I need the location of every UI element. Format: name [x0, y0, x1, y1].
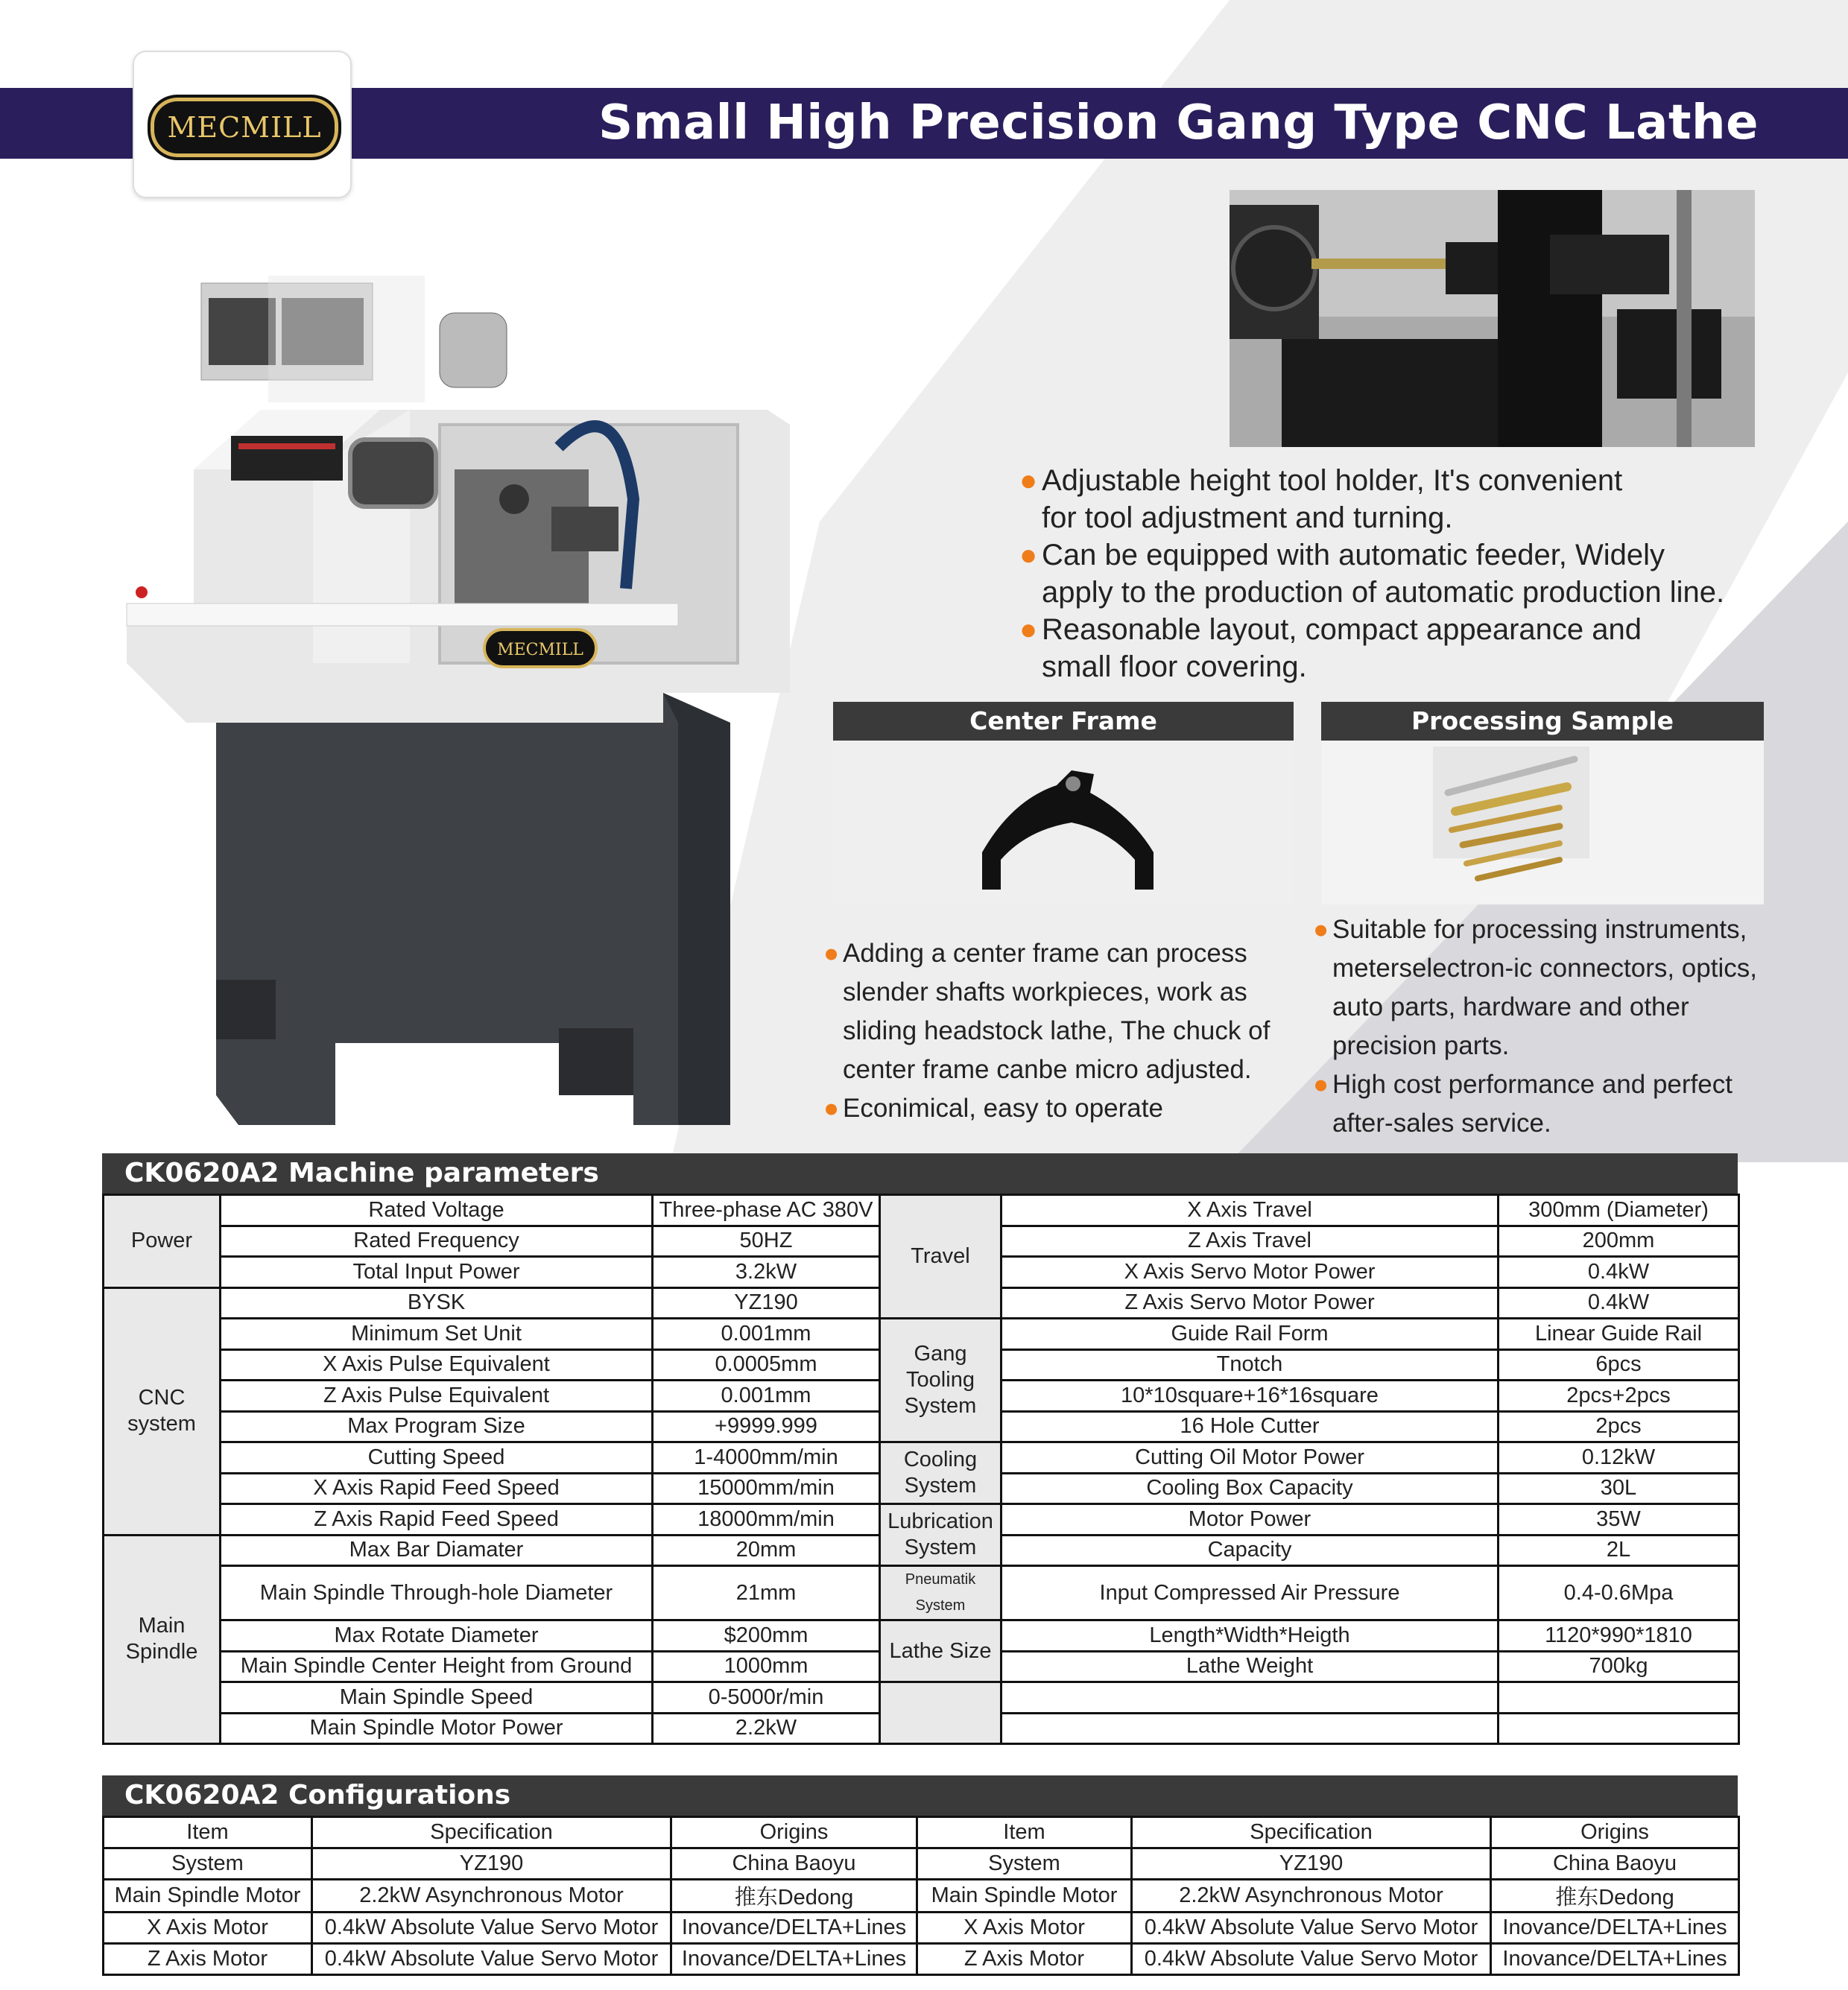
parameter-value: 21mm — [653, 1566, 880, 1620]
parameter-value — [1499, 1682, 1739, 1714]
parameter-name: Max Rotate Diameter — [221, 1620, 653, 1652]
parameter-row — [104, 1682, 1739, 1714]
configuration-cell: Z Axis Motor — [104, 1944, 312, 1975]
parameter-row — [104, 1319, 1739, 1350]
configuration-cell: YZ190 — [1132, 1848, 1491, 1880]
parameter-name: Total Input Power — [221, 1257, 653, 1288]
processing-sample-image — [1321, 741, 1764, 904]
column-header: Origins — [671, 1817, 917, 1848]
column-header: Specification — [312, 1817, 671, 1848]
feature-item: ● Reasonable layout, compact appearance and small floor covering. — [1019, 611, 1809, 685]
center-frame-image — [833, 741, 1294, 904]
configuration-cell: Main Spindle Motor — [104, 1880, 312, 1913]
parameter-name: Main Spindle Through-hole Diameter — [221, 1566, 653, 1620]
parameter-name: Max Program Size — [221, 1411, 653, 1442]
parameter-row — [104, 1566, 1739, 1620]
parameter-value: 0.4kW — [1499, 1287, 1739, 1319]
machine-parameters-section — [102, 1153, 1738, 1745]
parameter-name: Z Axis Servo Motor Power — [1001, 1287, 1499, 1319]
bullet-icon: ● — [1019, 539, 1038, 571]
column-header: Item — [917, 1817, 1132, 1848]
parameter-value: 700kg — [1499, 1651, 1739, 1682]
configuration-header-row — [104, 1817, 1739, 1848]
parameter-value: 0.001mm — [653, 1381, 880, 1412]
processing-sample-bullet: ● High cost performance and perfect after-sales service. — [1313, 1065, 1775, 1143]
configuration-row — [104, 1913, 1739, 1944]
bullet-icon: ● — [1313, 915, 1329, 944]
configuration-row — [104, 1944, 1739, 1975]
parameter-value: 1-4000mm/min — [653, 1442, 880, 1474]
parameter-name: Motor Power — [1001, 1504, 1499, 1536]
configuration-cell: Inovance/DELTA+Lines — [1491, 1913, 1739, 1944]
parameter-row — [104, 1504, 1739, 1536]
configuration-cell: Inovance/DELTA+Lines — [671, 1913, 917, 1944]
center-frame-bullet: ● Econimical, easy to operate — [823, 1089, 1285, 1128]
processing-sample-heading: Processing Sample — [1321, 702, 1764, 741]
mecmill-logo — [148, 95, 341, 160]
bullet-icon: ● — [1019, 613, 1038, 646]
parameter-name: Minimum Set Unit — [221, 1319, 653, 1350]
parameter-name: Main Spindle Center Height from Ground — [221, 1651, 653, 1682]
parameter-value: 3.2kW — [653, 1257, 880, 1288]
cnc-lathe-machine-image — [97, 276, 805, 1132]
configuration-cell: Inovance/DELTA+Lines — [671, 1944, 917, 1975]
parameter-value: YZ190 — [653, 1287, 880, 1319]
center-frame-heading: Center Frame — [833, 702, 1294, 741]
parameter-value: 30L — [1499, 1473, 1739, 1504]
parameter-value: 35W — [1499, 1504, 1739, 1536]
parameter-value: 18000mm/min — [653, 1504, 880, 1536]
parameter-name: Lathe Weight — [1001, 1651, 1499, 1682]
configurations-table — [102, 1816, 1740, 1976]
parameter-value: 0.12kW — [1499, 1442, 1739, 1474]
parameter-value: 0.4-0.6Mpa — [1499, 1566, 1739, 1620]
logo-text: MECMILL — [167, 111, 322, 144]
parameter-value: 6pcs — [1499, 1349, 1739, 1381]
bullet-icon: ● — [1019, 464, 1038, 497]
parameter-row — [104, 1442, 1739, 1474]
configuration-cell: YZ190 — [312, 1848, 671, 1880]
parameter-name: 10*10square+16*16square — [1001, 1381, 1499, 1412]
parameter-name: Z Axis Pulse Equivalent — [221, 1381, 653, 1412]
parameter-value: 0.4kW — [1499, 1257, 1739, 1288]
feature-item: ● Can be equipped with automatic feeder, Widely apply to the production of automatic production line. — [1019, 536, 1809, 611]
logo-card — [133, 51, 352, 198]
configurations-title: CK0620A2 Configurations — [102, 1775, 1738, 1816]
configuration-cell: 0.4kW Absolute Value Servo Motor — [312, 1913, 671, 1944]
parameter-row — [104, 1195, 1739, 1226]
parameter-name: Max Bar Diamater — [221, 1535, 653, 1566]
parameter-name: Tnotch — [1001, 1349, 1499, 1381]
center-frame-part-icon — [833, 741, 1294, 904]
configuration-cell: China Baoyu — [1491, 1848, 1739, 1880]
parameter-group-right: Lubrication System — [880, 1504, 1001, 1566]
parameter-group-right: Travel — [880, 1195, 1001, 1319]
parameter-value: 15000mm/min — [653, 1473, 880, 1504]
parameter-value: 1000mm — [653, 1651, 880, 1682]
brass-parts-icon — [1321, 741, 1764, 904]
configuration-row — [104, 1880, 1739, 1913]
parameter-name — [1001, 1682, 1499, 1714]
parameter-name: Cutting Speed — [221, 1442, 653, 1474]
configuration-cell: 推东Dedong — [671, 1880, 917, 1913]
configuration-cell: Z Axis Motor — [917, 1944, 1132, 1975]
parameter-name: X Axis Servo Motor Power — [1001, 1257, 1499, 1288]
feature-item: ● Adjustable height tool holder, It's convenient for tool adjustment and turning. — [1019, 462, 1809, 536]
parameter-value — [1499, 1713, 1739, 1744]
configuration-cell: Main Spindle Motor — [917, 1880, 1132, 1913]
machine-parameters-table — [102, 1194, 1740, 1745]
parameter-name: Cooling Box Capacity — [1001, 1473, 1499, 1504]
parameter-value: 0-5000r/min — [653, 1682, 880, 1714]
configuration-cell: X Axis Motor — [917, 1913, 1132, 1944]
tool-holder-photo — [1230, 190, 1755, 447]
parameter-name: Rated Voltage — [221, 1195, 653, 1226]
parameter-group-left: Power — [104, 1195, 221, 1288]
parameter-name: Input Compressed Air Pressure — [1001, 1566, 1499, 1620]
parameter-value: 0.0005mm — [653, 1349, 880, 1381]
parameter-name: 16 Hole Cutter — [1001, 1411, 1499, 1442]
parameter-group-left: Main Spindle — [104, 1535, 221, 1744]
configurations-section — [102, 1775, 1738, 1976]
configuration-cell: 0.4kW Absolute Value Servo Motor — [312, 1944, 671, 1975]
bullet-icon: ● — [1313, 1070, 1329, 1099]
machine-parameters-title: CK0620A2 Machine parameters — [102, 1153, 1738, 1194]
column-header: Item — [104, 1817, 312, 1848]
parameter-value: +9999.999 — [653, 1411, 880, 1442]
parameter-value: $200mm — [653, 1620, 880, 1652]
parameter-row — [104, 1620, 1739, 1652]
configuration-cell: Inovance/DELTA+Lines — [1491, 1944, 1739, 1975]
configuration-cell: 2.2kW Asynchronous Motor — [1132, 1880, 1491, 1913]
configuration-cell: System — [917, 1848, 1132, 1880]
parameter-value: 0.001mm — [653, 1319, 880, 1350]
parameter-name: Capacity — [1001, 1535, 1499, 1566]
center-frame-text — [823, 934, 1285, 1128]
parameter-group-right: Pneumatik System — [880, 1566, 1001, 1620]
parameter-value: 50HZ — [653, 1226, 880, 1257]
parameter-value: Three-phase AC 380V — [653, 1195, 880, 1226]
parameter-value: 2pcs+2pcs — [1499, 1381, 1739, 1412]
configuration-cell: 0.4kW Absolute Value Servo Motor — [1132, 1944, 1491, 1975]
parameter-name: Cutting Oil Motor Power — [1001, 1442, 1499, 1474]
parameter-value: 300mm (Diameter) — [1499, 1195, 1739, 1226]
center-frame-bullet: ● Adding a center frame can process slender shafts workpieces, work as sliding headstock lathe, The chuck of center frame canbe micro adjusted. — [823, 934, 1285, 1089]
configuration-cell: X Axis Motor — [104, 1913, 312, 1944]
parameter-name: X Axis Pulse Equivalent — [221, 1349, 653, 1381]
column-header: Specification — [1132, 1817, 1491, 1848]
parameter-name: X Axis Rapid Feed Speed — [221, 1473, 653, 1504]
configuration-cell: 2.2kW Asynchronous Motor — [312, 1880, 671, 1913]
configuration-cell: System — [104, 1848, 312, 1880]
processing-sample-text — [1313, 910, 1775, 1143]
bullet-icon: ● — [823, 1094, 840, 1123]
column-header: Origins — [1491, 1817, 1739, 1848]
machine-badge-text: MECMILL — [497, 641, 583, 659]
feature-list — [1019, 462, 1809, 685]
parameter-value: Linear Guide Rail — [1499, 1319, 1739, 1350]
bullet-icon: ● — [823, 939, 840, 968]
parameter-group-right: Gang Tooling System — [880, 1319, 1001, 1442]
parameter-value: 20mm — [653, 1535, 880, 1566]
configuration-cell: 0.4kW Absolute Value Servo Motor — [1132, 1913, 1491, 1944]
parameter-name: BYSK — [221, 1287, 653, 1319]
parameter-name: X Axis Travel — [1001, 1195, 1499, 1226]
parameter-group-right: Lathe Size — [880, 1620, 1001, 1682]
parameter-value: 200mm — [1499, 1226, 1739, 1257]
parameter-value: 2L — [1499, 1535, 1739, 1566]
parameter-group-right: Cooling System — [880, 1442, 1001, 1504]
parameter-group-right — [880, 1682, 1001, 1744]
parameter-name: Z Axis Rapid Feed Speed — [221, 1504, 653, 1536]
page-title: Small High Precision Gang Type CNC Lathe — [598, 95, 1759, 150]
parameter-name: Guide Rail Form — [1001, 1319, 1499, 1350]
parameter-value: 2pcs — [1499, 1411, 1739, 1442]
parameter-name: Rated Frequency — [221, 1226, 653, 1257]
parameter-value: 2.2kW — [653, 1713, 880, 1744]
parameter-name: Main Spindle Speed — [221, 1682, 653, 1714]
parameter-name: Main Spindle Motor Power — [221, 1713, 653, 1744]
parameter-name: Z Axis Travel — [1001, 1226, 1499, 1257]
parameter-name — [1001, 1713, 1499, 1744]
configuration-row — [104, 1848, 1739, 1880]
configuration-cell: China Baoyu — [671, 1848, 917, 1880]
configuration-cell: 推东Dedong — [1491, 1880, 1739, 1913]
parameter-name: Length*Width*Heigth — [1001, 1620, 1499, 1652]
processing-sample-bullet: ● Suitable for processing instruments, meterselectron-ic connectors, optics, auto parts, hardware and other precision parts. — [1313, 910, 1775, 1065]
parameter-value: 1120*990*1810 — [1499, 1620, 1739, 1652]
parameter-group-left: CNC system — [104, 1287, 221, 1535]
